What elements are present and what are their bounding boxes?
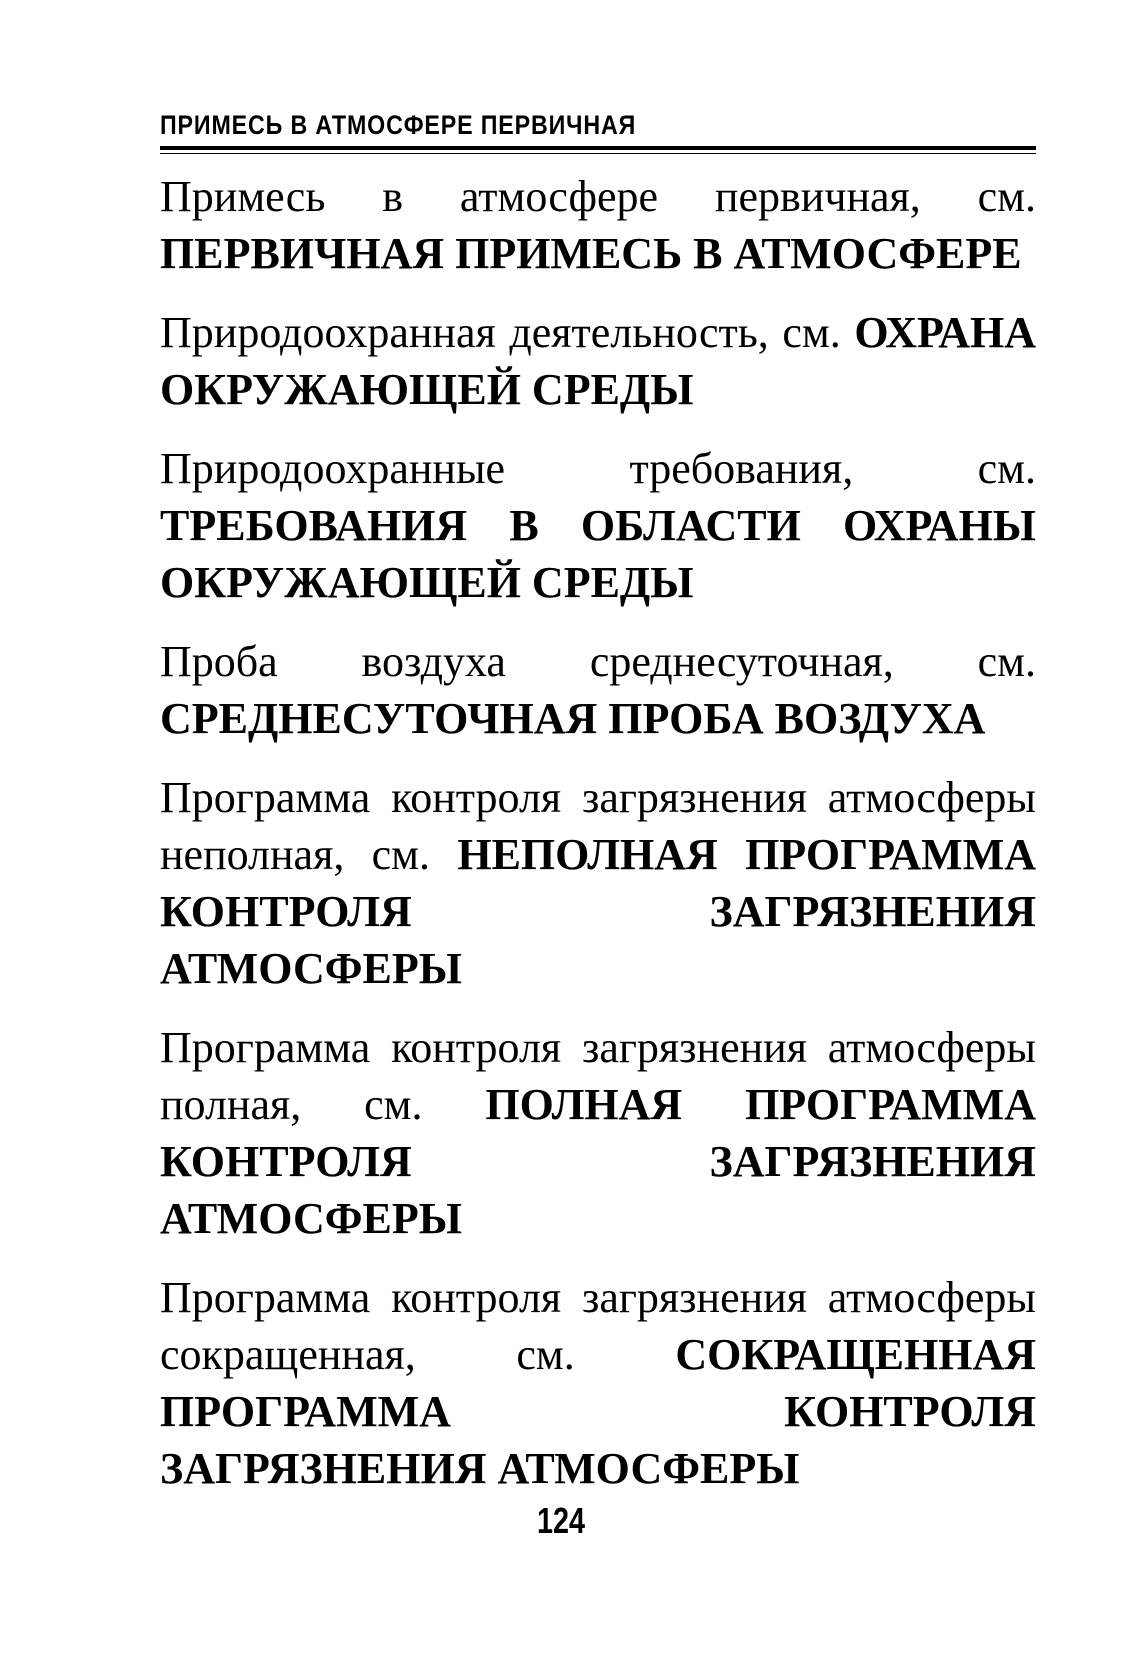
dictionary-entry [160,633,1036,747]
entry-cross-reference[interactable]: ПОЛНАЯ ПРОГРАММА КОНТРОЛЯ ЗАГРЯЗНЕНИЯ АТМОСФЕРЫ [160,1080,1036,1243]
entry-term: Природоохранные требования, см. [160,444,1036,493]
entry-term: Программа контроля загрязнения атмосферы неполная, см. [160,773,1036,879]
page-number: 124 [536,1500,586,1541]
header-rule-thin [160,153,1036,154]
entry-term: Программа контроля загрязнения атмосферы сокращенная, см. [160,1273,1036,1379]
entry-term: Проба воздуха среднесуточная, см. [160,637,1036,686]
dictionary-entry [160,168,1036,282]
entry-cross-reference[interactable]: ТРЕБОВАНИЯ В ОБЛАСТИ ОХРАНЫ ОКРУЖАЮЩЕЙ СРЕДЫ [160,501,1036,607]
header-rule [160,146,1036,150]
dictionary-entry [160,304,1036,418]
entry-term: Программа контроля загрязнения атмосферы полная, см. [160,1023,1036,1129]
entry-cross-reference[interactable]: СОКРАЩЕННАЯ ПРОГРАММА КОНТРОЛЯ ЗАГРЯЗНЕНИЯ АТМОСФЕРЫ [160,1330,1036,1493]
entry-cross-reference[interactable]: НЕПОЛНАЯ ПРОГРАММА КОНТРОЛЯ ЗАГРЯЗНЕНИЯ АТМОСФЕРЫ [160,830,1037,993]
entry-term: Примесь в атмосфере первичная, см. [160,172,1036,221]
entry-cross-reference[interactable]: ОХРАНА ОКРУЖАЮЩЕЙ СРЕДЫ [160,308,1036,414]
entry-term: Природоохранная деятельность, см. [160,308,855,357]
dictionary-entry [160,769,1036,997]
dictionary-page [160,108,1036,1519]
dictionary-entry [160,440,1036,611]
dictionary-entry [160,1269,1036,1497]
entry-list [160,168,1036,1497]
entry-cross-reference[interactable]: ПЕРВИЧНАЯ ПРИМЕСЬ В АТМОСФЕРЕ [160,229,1022,278]
dictionary-entry [160,1019,1036,1247]
running-head: ПРИМЕСЬ В АТМОСФЕРЕ ПЕРВИЧНАЯ [160,110,637,140]
entry-cross-reference[interactable]: СРЕДНЕСУТОЧНАЯ ПРОБА ВОЗДУХА [160,694,986,743]
